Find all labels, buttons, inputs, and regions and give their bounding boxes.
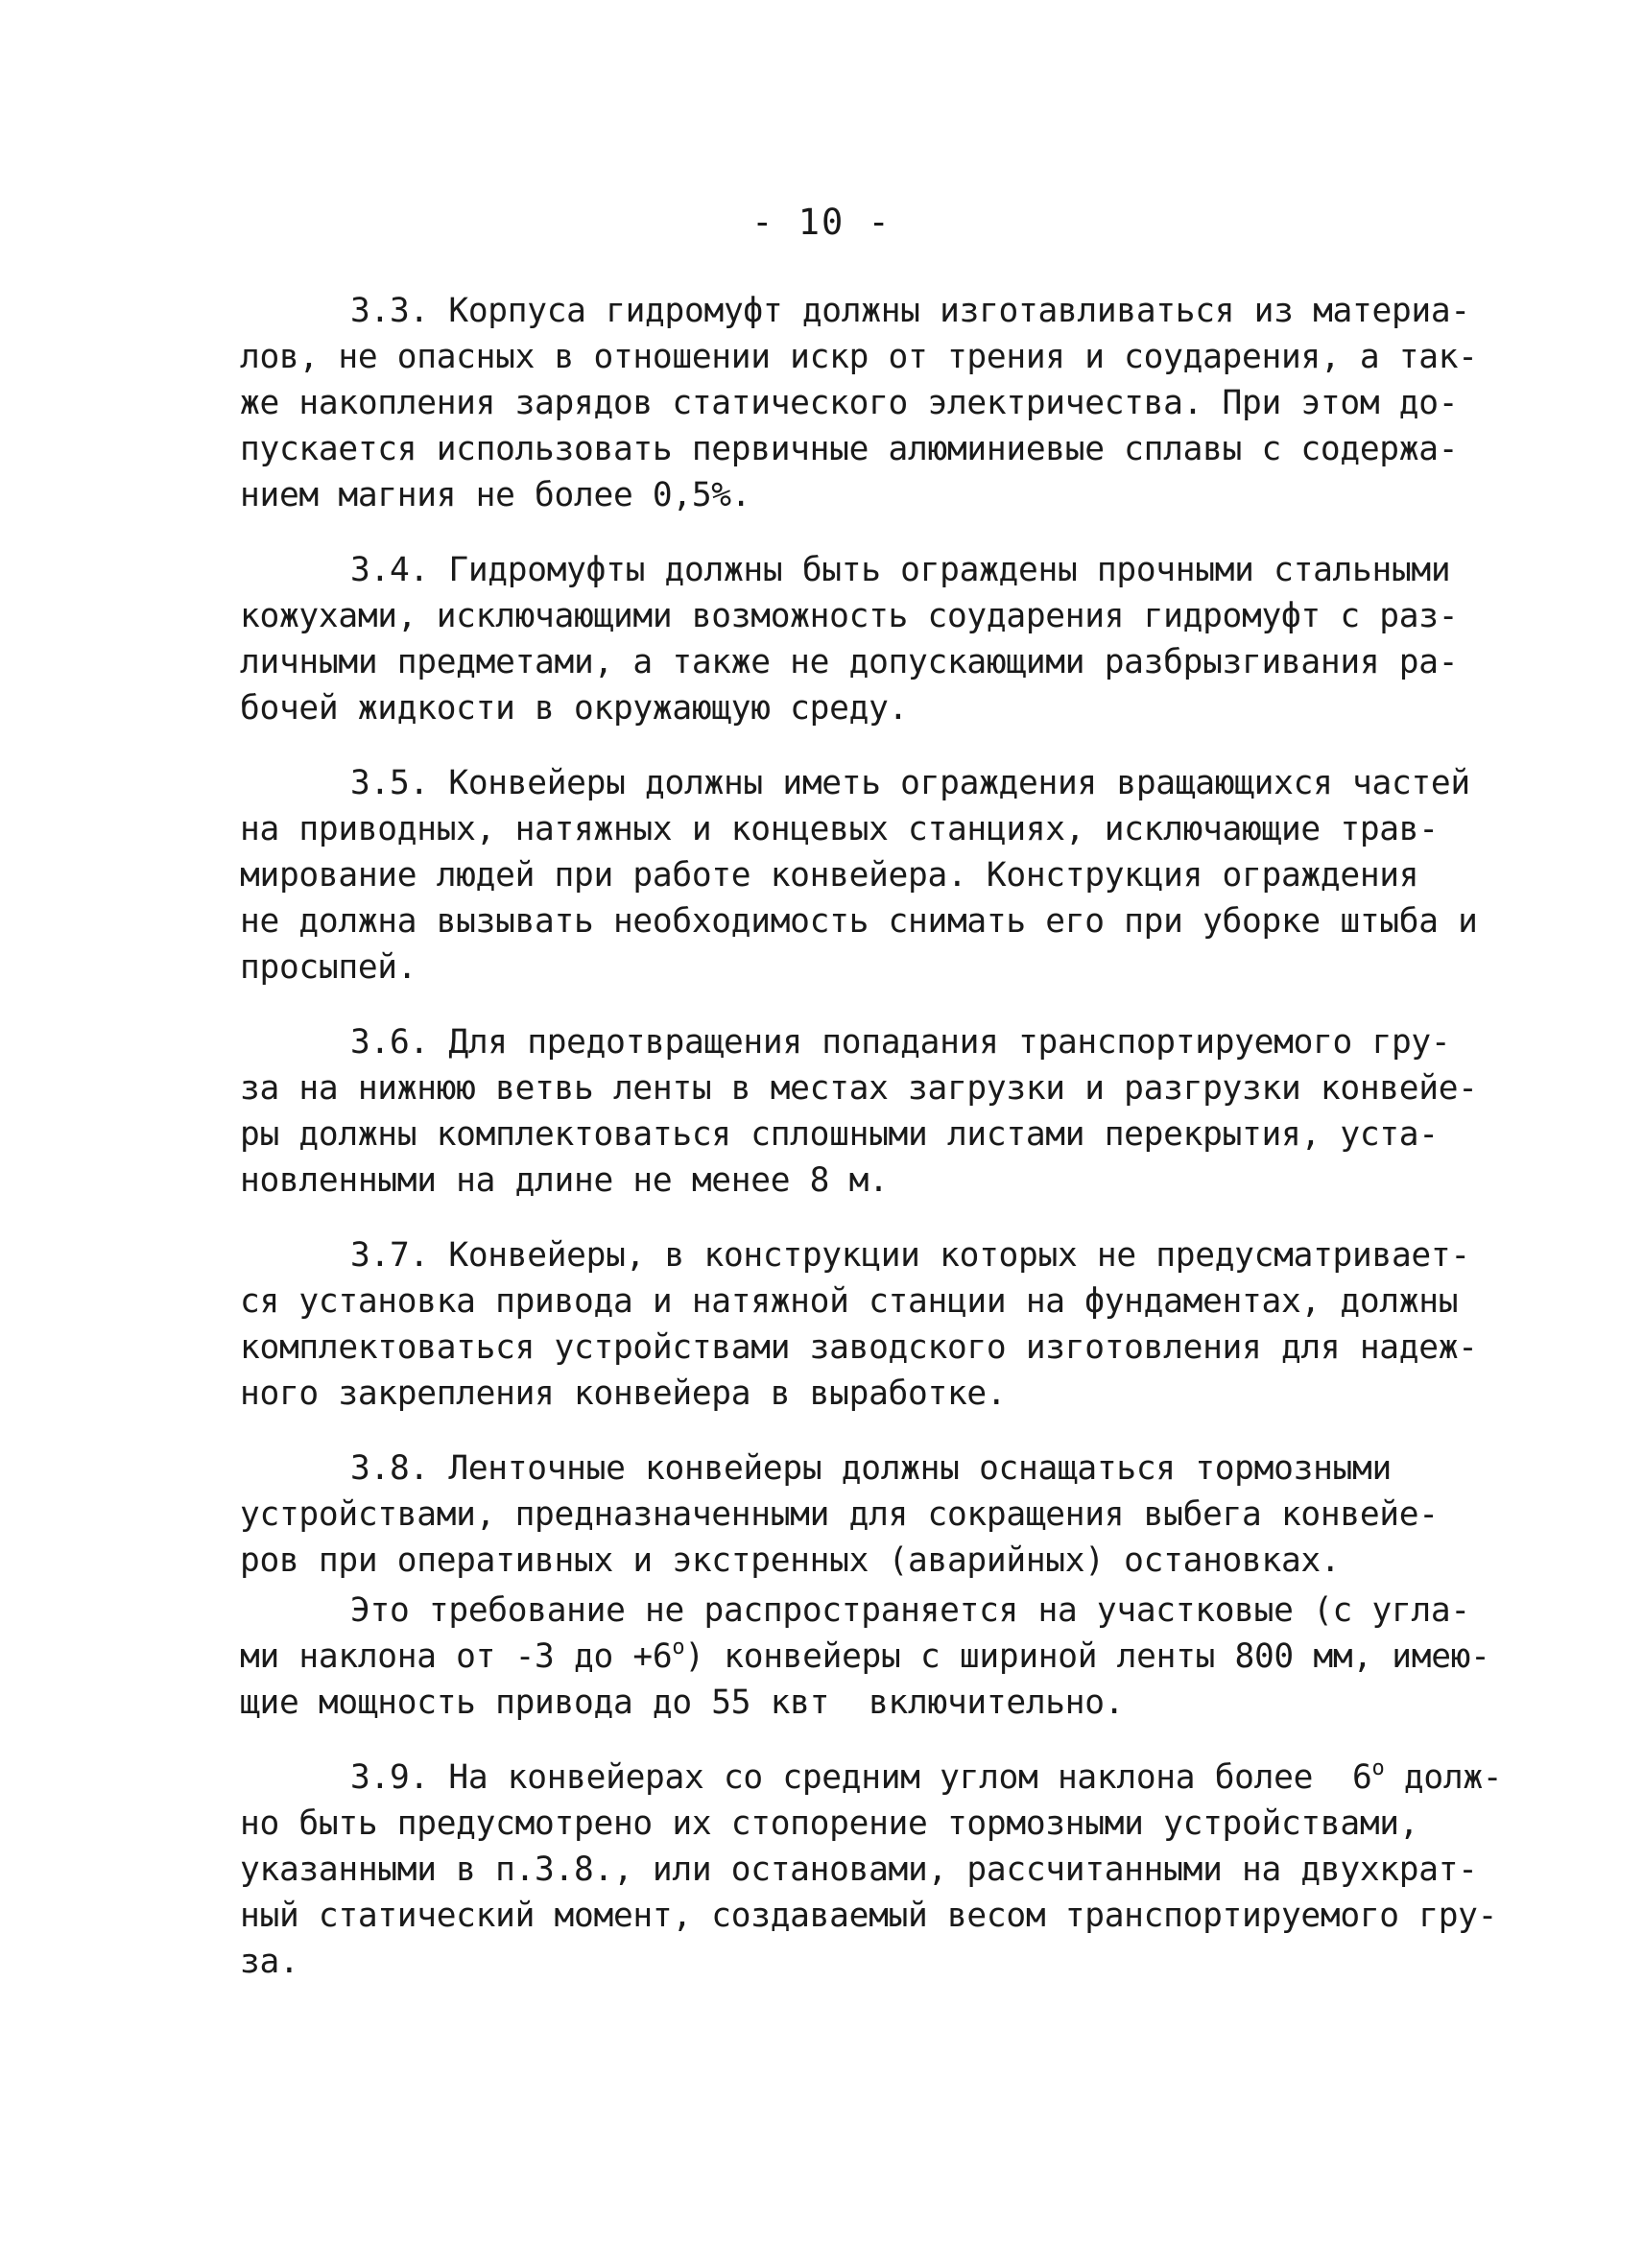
text-line: новленными на длине не менее 8 м. [240,1161,889,1200]
paragraph-3-7 [240,1232,1478,1417]
text-line-with-superscript [240,1634,1490,1680]
page-number: - 10 - [751,202,892,243]
text-line: устройствами, предназначенными для сокращения выбега конвейе- [240,1495,1439,1534]
paragraph-3-4 [240,547,1459,731]
text-line: бочей жидкости в окружающую среду. [240,689,909,728]
text-fragment: ) конвейеры с шириной ленты 800 мм, имею- [684,1637,1490,1676]
text-line: 3.6. Для предотвращения попадания транспортируемого гру- [350,1023,1451,1062]
paragraph-3-6 [240,1019,1478,1204]
text-line-with-superscript [240,1755,1503,1801]
text-line: мирование людей при работе конвейера. Конструкция ограждения [240,856,1419,895]
paragraph-3-5 [240,760,1478,991]
text-line: ров при оперативных и экстренных (аварийных) остановках. [240,1541,1341,1580]
text-line: Это требование не распространяется на участковые (с угла- [350,1591,1470,1630]
text-line: ного закрепления конвейера в выработке. [240,1374,1007,1413]
text-line: за. [240,1943,299,1981]
text-line: же накопления зарядов статического электричества. При этом до- [240,384,1459,422]
text-line: личными предметами, а также не допускающими разбрызгивания ра- [240,643,1459,681]
text-line: щие мощность привода до 55 квт включительно. [240,1683,1125,1722]
text-line: кожухами, исключающими возможность соударения гидромуфт с раз- [240,597,1459,635]
text-line: но быть предусмотрено их стопорение тормозными устройствами, [240,1804,1419,1843]
text-fragment: долж- [1384,1758,1503,1797]
degree-superscript: о [672,1635,685,1659]
text-line: 3.7. Конвейеры, в конструкции которых не предусматривает- [350,1236,1470,1275]
text-line: ный статический момент, создаваемый весом транспортируемого гру- [240,1897,1498,1935]
paragraph-3-8 [240,1445,1490,1726]
degree-superscript: о [1371,1756,1385,1780]
text-line: 3.4. Гидромуфты должны быть ограждены прочными стальными [350,551,1451,589]
text-fragment: 3.9. На конвейерах со средним углом наклона более 6 [350,1758,1372,1797]
text-line: 3.8. Ленточные конвейеры должны оснащаться тормозными [350,1449,1392,1488]
text-line: просыпей. [240,948,417,987]
text-line: ры должны комплектоваться сплошными листами перекрытия, уста- [240,1115,1439,1154]
text-line: нием магния не более 0,5%. [240,476,751,514]
document-body [240,288,1503,2014]
text-line: за на нижнюю ветвь ленты в местах загрузки и разгрузки конвейе- [240,1069,1478,1108]
text-line: лов, не опасных в отношении искр от трения и соударения, а так- [240,338,1478,376]
text-line: ся установка привода и натяжной станции на фундаментах, должны [240,1282,1459,1321]
text-line: указанными в п.3.8., или остановами, рассчитанными на двухкрат- [240,1850,1478,1889]
text-line: не должна вызывать необходимость снимать его при уборке штыба и [240,902,1478,941]
text-line: комплектоваться устройствами заводского изготовления для надеж- [240,1328,1478,1367]
paragraph-3-3 [240,288,1478,518]
paragraph-3-9 [240,1755,1503,1985]
text-line: 3.5. Конвейеры должны иметь ограждения вращающихся частей [350,764,1470,802]
text-line: 3.3. Корпуса гидромуфт должны изготавливаться из материа- [350,292,1470,330]
text-fragment: ми наклона от -3 до +6 [240,1637,673,1676]
text-line: на приводных, натяжных и концевых станциях, исключающие трав- [240,810,1439,848]
text-line: пускается использовать первичные алюминиевые сплавы с содержа- [240,430,1459,468]
